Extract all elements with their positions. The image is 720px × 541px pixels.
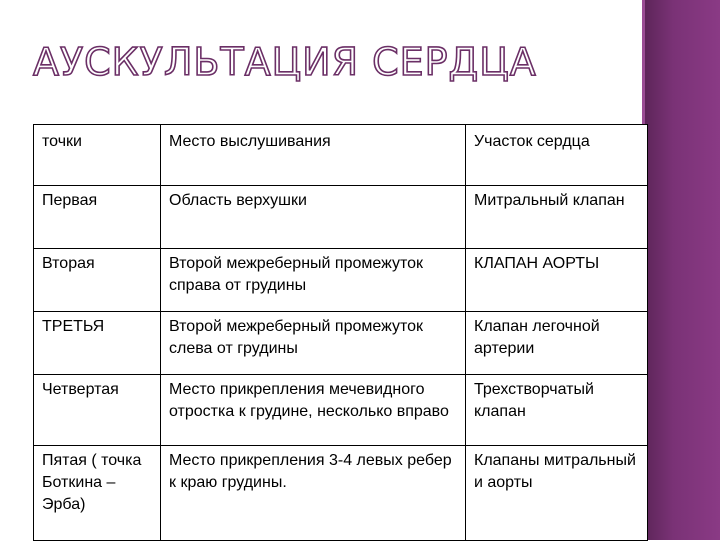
table-row	[34, 312, 648, 375]
header-points: точки	[34, 125, 161, 186]
table-header-row	[34, 125, 648, 186]
cell-heart-area: КЛАПАН АОРТЫ	[466, 249, 648, 312]
cell-heart-area: Клапан легочной артерии	[466, 312, 648, 375]
cell-point: ТРЕТЬЯ	[34, 312, 161, 375]
table-row	[34, 186, 648, 249]
cell-point: Пятая ( точка Боткина – Эрба)	[34, 446, 161, 541]
cell-location: Второй межреберный промежуток слева от грудины	[161, 312, 466, 375]
cell-location: Место прикрепления мечевидного отростка к грудине, несколько вправо	[161, 375, 466, 446]
header-location: Место выслушивания	[161, 125, 466, 186]
table-row	[34, 249, 648, 312]
slide-title: АУСКУЛЬТАЦИЯ СЕРДЦА	[33, 40, 537, 84]
cell-heart-area: Трехстворчатый клапан	[466, 375, 648, 446]
cell-location: Область верхушки	[161, 186, 466, 249]
cell-point: Вторая	[34, 249, 161, 312]
cell-point: Первая	[34, 186, 161, 249]
cell-heart-area: Митральный клапан	[466, 186, 648, 249]
cell-point: Четвертая	[34, 375, 161, 446]
table-row	[34, 375, 648, 446]
cell-location: Место прикрепления 3-4 левых ребер к краю грудины.	[161, 446, 466, 541]
header-heart-area: Участок сердца	[466, 125, 648, 186]
table-row	[34, 446, 648, 541]
cell-heart-area: Клапаны митральный и аорты	[466, 446, 648, 541]
decorative-side-band	[642, 0, 720, 540]
auscultation-table	[33, 124, 648, 541]
cell-location: Второй межреберный промежуток справа от грудины	[161, 249, 466, 312]
